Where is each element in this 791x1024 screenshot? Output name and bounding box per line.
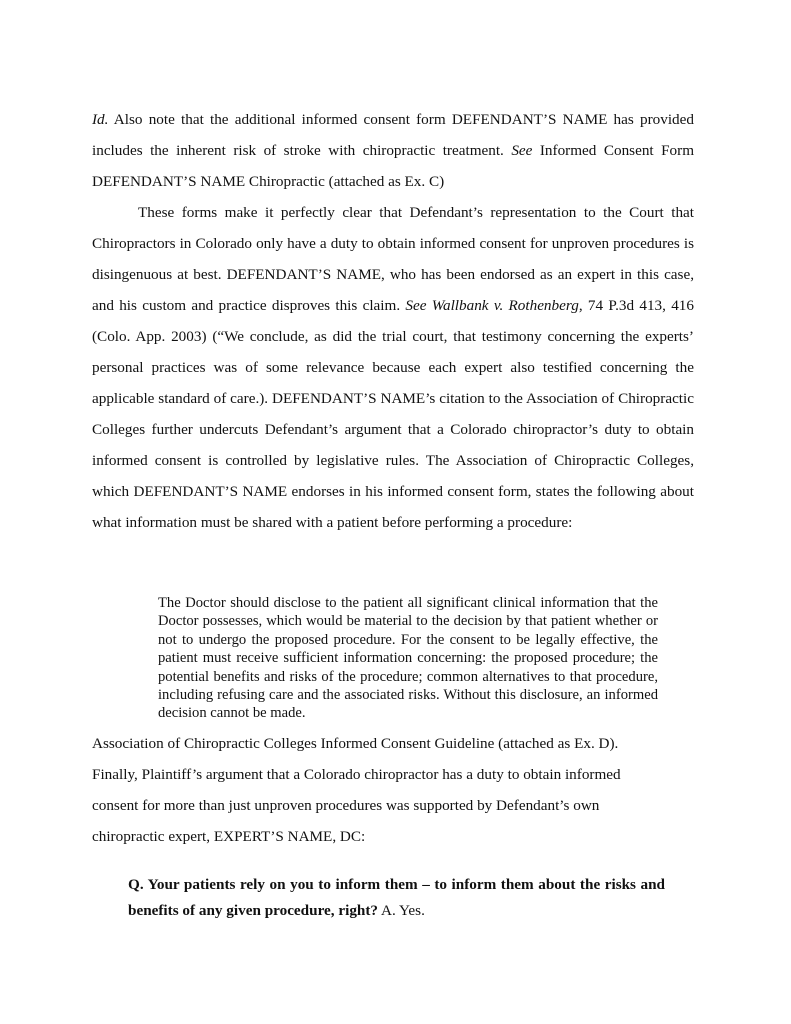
paragraph2-text-a: These forms make it perfectly clear that Defendant’s representation to the Court that Chiropractors in Colorado only have a duty to obtain informed consent for unproven procedures is disingenuous at best. DEFENDANT’S NAME, who has been endorsed as an expert in this case, and his custom and practice disproves this claim. bbox=[92, 204, 694, 314]
paragraph2-text-b: , 74 P.3d 413, 416 (Colo. App. 2003) (“We conclude, as did the trial court, that testimony concerning the experts’ personal practices was of some relevance because each expert also testified concerning the applicable standard of care.). DEFENDANT’S NAME’s citation to the Association of Chiropractic Colleges further undercuts Defendant’s argument that a Colorado chiropractor’s duty to obtain informed consent is controlled by legislative rules. The Association of Chiropractic Colleges, which DEFENDANT’S NAME endorses in his informed consent form, states the following about what information must be shared with a patient before performing a procedure: bbox=[92, 297, 694, 531]
paragraph-expert-testimony-intro bbox=[92, 728, 652, 852]
paragraph1-text-b: Informed Consent Form DEFENDANT’S NAME Chiropractic (attached as Ex. C) bbox=[92, 142, 695, 190]
guideline-citation: Association of Chiropractic Colleges Informed Consent Guideline (attached as Ex. D). bbox=[92, 735, 619, 752]
case-citation: See Wallbank v. Rothenberg bbox=[405, 297, 579, 314]
id-citation: Id. bbox=[92, 111, 109, 128]
testimony-excerpt bbox=[128, 872, 665, 924]
testimony-answer: A. Yes. bbox=[378, 902, 425, 919]
see-signal: See bbox=[511, 142, 533, 159]
paragraph-forms-argument bbox=[92, 197, 694, 538]
block-quote: The Doctor should disclose to the patient all significant clinical information that the Doctor possesses, which would be material to the decision by that patient whether or not to undergo the proposed procedure. For the consent to be legally effective, the patient must receive sufficient information concerning: the proposed procedure; the potential benefits and risks of the procedure; common alternatives to that procedure, including refusing care and the associated risks. Without this disclosure, an informed decision cannot be made. bbox=[158, 595, 658, 722]
testimony-question: Q. Your patients rely on you to inform them – to inform them about the risks and benefits of any given procedure, right? bbox=[128, 876, 665, 919]
paragraph3-text: Finally, Plaintiff’s argument that a Colorado chiropractor has a duty to obtain informed consent for more than just unproven procedures was supported by Defendant’s own chiropractic expert, EXPERT’S NAME, DC: bbox=[92, 766, 621, 845]
paragraph-informed-consent-form bbox=[92, 104, 694, 197]
paragraph1-text-a: Also note that the additional informed consent form DEFENDANT’S NAME has provided includes the inherent risk of stroke with chiropractic treatment. bbox=[92, 111, 694, 159]
